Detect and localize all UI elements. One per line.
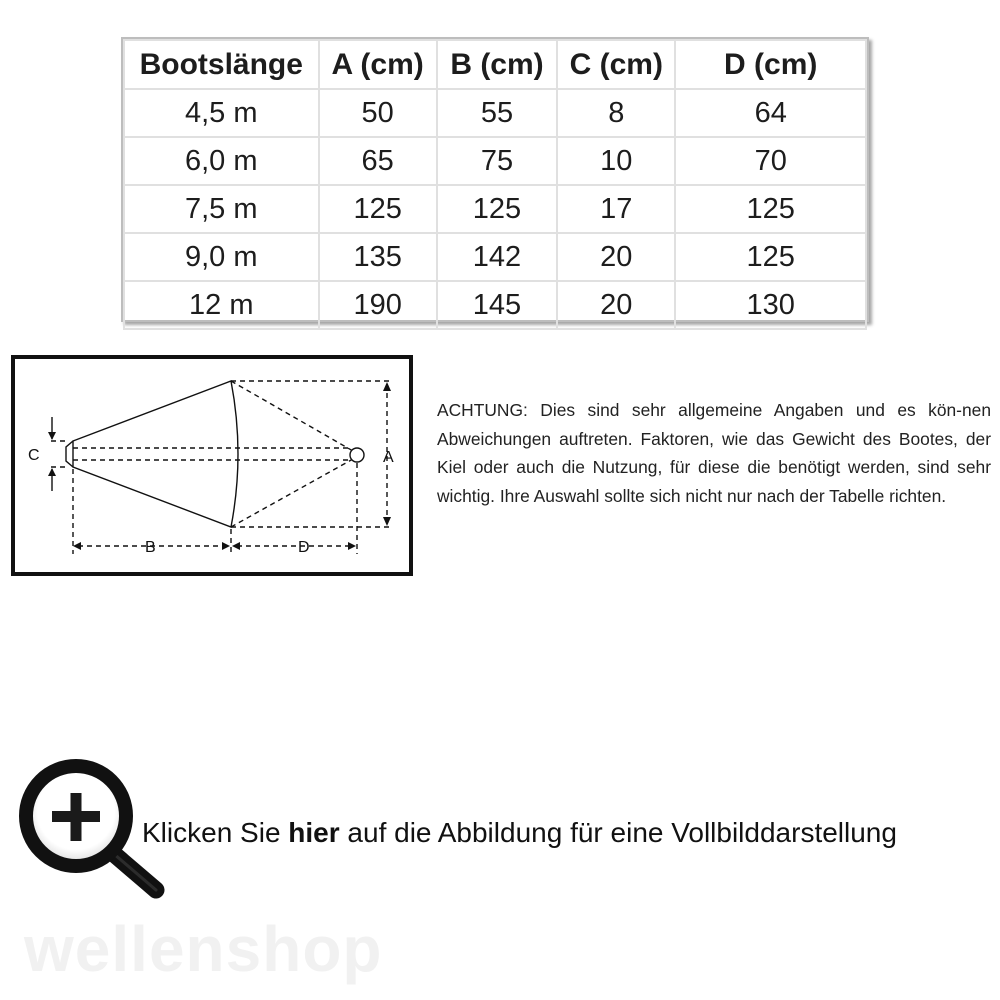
table-cell: 125 — [319, 185, 437, 233]
table-cell: 20 — [557, 233, 675, 281]
arrowhead — [383, 517, 391, 526]
arrowhead — [73, 542, 81, 550]
column-header-d: D (cm) — [675, 40, 866, 89]
table-cell: 64 — [675, 89, 866, 137]
table-cell: 125 — [675, 185, 866, 233]
table-cell: 12 m — [124, 281, 319, 329]
table-cell: 20 — [557, 281, 675, 329]
diagram-drawing — [15, 359, 409, 572]
dimension-label-d: D — [298, 539, 310, 556]
table-cell: 8 — [557, 89, 675, 137]
table-cell: 70 — [675, 137, 866, 185]
table-header-row — [124, 40, 866, 89]
table-cell: 65 — [319, 137, 437, 185]
table-cell: 130 — [675, 281, 866, 329]
hint-text-before: Klicken Sie — [142, 817, 289, 848]
arrowhead — [222, 542, 230, 550]
table-cell: 9,0 m — [124, 233, 319, 281]
column-header-a: A (cm) — [319, 40, 437, 89]
column-header-c: C (cm) — [557, 40, 675, 89]
arrowhead — [48, 468, 56, 476]
hint-link-here[interactable]: hier — [288, 817, 340, 848]
table-cell: 125 — [437, 185, 557, 233]
table-cell: 142 — [437, 233, 557, 281]
arrowhead — [383, 382, 391, 391]
arrowhead — [348, 542, 356, 550]
table-cell: 55 — [437, 89, 557, 137]
table-cell: 6,0 m — [124, 137, 319, 185]
anchor-dimension-diagram — [11, 355, 413, 576]
size-table — [123, 39, 867, 330]
dashed-line — [231, 459, 353, 527]
table-row — [124, 137, 866, 185]
dimension-label-b: B — [145, 539, 156, 556]
dashed-line — [231, 381, 353, 451]
table-cell: 125 — [675, 233, 866, 281]
dimension-label-a: A — [383, 449, 394, 466]
table-cell: 145 — [437, 281, 557, 329]
shank-tip — [66, 441, 73, 467]
table-cell: 50 — [319, 89, 437, 137]
warning-note: ACHTUNG: Dies sind sehr allgemeine Angaben und es kön-nen Abweichungen auftreten. Faktoren, wie das Gewicht des Bootes, der Kiel oder auch die Nutzung, für diese die benötigt werden, sind sehr wichtig. Ihre Auswahl sollte sich nicht nur nach der Tabelle richten. — [437, 400, 991, 506]
fullscreen-hint — [142, 817, 897, 849]
column-header-boat-length: Bootslänge — [124, 40, 319, 89]
column-header-b: B (cm) — [437, 40, 557, 89]
table-cell: 190 — [319, 281, 437, 329]
table-row — [124, 281, 866, 329]
table-row — [124, 185, 866, 233]
table-cell: 10 — [557, 137, 675, 185]
shackle-ring — [350, 448, 364, 462]
table-cell: 17 — [557, 185, 675, 233]
table-row — [124, 89, 866, 137]
arrowhead — [232, 542, 240, 550]
table-row — [124, 233, 866, 281]
table-cell: 135 — [319, 233, 437, 281]
dimension-label-c: C — [28, 447, 40, 464]
table-cell: 4,5 m — [124, 89, 319, 137]
table-cell: 7,5 m — [124, 185, 319, 233]
arrowhead — [48, 432, 56, 440]
hint-text-after: auf die Abbildung für eine Vollbilddarstellung — [339, 817, 897, 848]
watermark-logo: wellenshop — [24, 913, 383, 985]
anchor-outline — [73, 381, 238, 527]
size-table-container — [121, 37, 869, 322]
table-cell: 75 — [437, 137, 557, 185]
